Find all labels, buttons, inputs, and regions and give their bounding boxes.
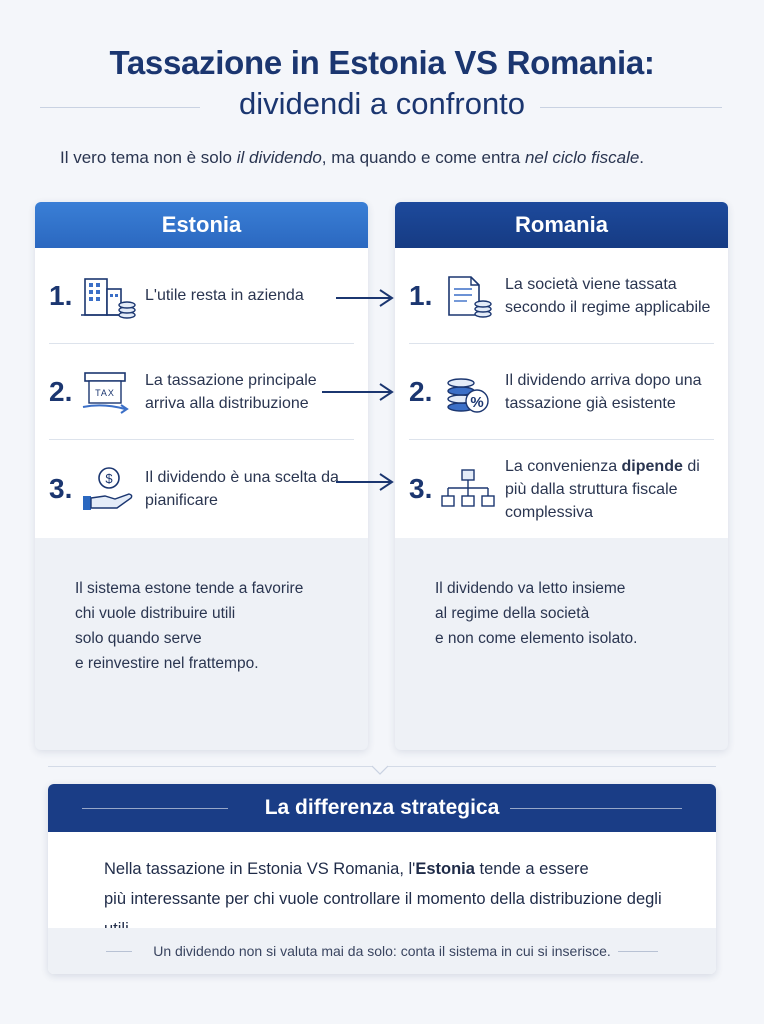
intro-part-1: Il vero tema non è solo [60,148,237,167]
title-line-1: Tassazione in Estonia VS Romania: [109,44,655,81]
step-text-b: dipende [621,457,683,475]
arrow-right-icon [322,380,396,404]
tax-arrow-icon [79,367,137,417]
arrow-right-icon [336,286,396,310]
step-number: 1. [49,279,73,311]
intro-part-3: , ma quando e come entra [321,148,525,167]
header-rule-left [82,808,228,809]
document-coins-icon [439,271,497,321]
note-line: Il dividendo va letto insieme [435,580,626,597]
intro-part-5: . [639,148,645,167]
svg-text:$: $ [105,471,113,486]
header-rule-right [510,808,682,809]
building-coins-icon [79,271,137,321]
svg-text:TAX: TAX [95,387,115,398]
title-rule-right [540,107,722,108]
strategy-footer [48,928,716,974]
strategy-footer-text: Un dividendo non si valuta mai da solo: conta il sistema in cui si inserisce. [153,943,611,959]
step-text: Il dividendo è una scelta da pianificare [145,469,339,509]
estonia-steps [35,248,368,538]
strategy-body [48,832,716,928]
footer-rule-left [106,951,132,952]
romania-column [395,202,728,750]
strategy-text-b: Estonia [415,860,475,878]
estonia-step-1 [49,248,354,344]
org-chart-icon [439,464,497,514]
strategy-text-a: Nella tassazione in Estonia VS Romania, l' [104,860,416,878]
intro-text [60,148,720,168]
note-line: e non come elemento isolato. [435,630,638,647]
svg-text:%: % [470,393,484,411]
intro-part-2: il dividendo [236,148,322,167]
step-text: La tassazione principale arriva alla distribuzione [145,371,317,412]
romania-step-1 [409,248,714,344]
estonia-step-2 [49,344,354,440]
romania-steps [395,248,728,538]
step-text-c: di più dalla struttura fiscale complessiva [505,457,700,521]
note-line: solo quando serve [75,630,202,647]
strategy-line-2: più interessante per chi vuole controllare il momento della distribuzione degli [104,890,662,908]
step-text: La società viene tassata secondo il regime applicabile [505,275,711,316]
step-number: 3. [49,473,73,504]
step-number: 2. [409,375,433,407]
note-line: Il sistema estone tende a favorire [75,580,304,597]
step-text [505,455,714,524]
estonia-step-3 [49,440,354,538]
note-line: chi vuole distribuire utili [75,605,236,622]
divider-line-right [388,766,716,767]
strategy-text-c: tende a essere [474,860,589,878]
step-text-a: La convenienza [505,457,622,475]
note-line: e reinvestire nel frattempo. [75,655,259,672]
romania-step-3 [409,440,714,538]
footer-rule-right [618,951,658,952]
coins-percent-icon [439,367,497,417]
step-number: 2. [49,375,73,407]
divider-line-left [48,766,372,767]
strategy-box [48,784,716,974]
strategy-header [48,784,716,832]
estonia-column [35,202,368,750]
hand-dollar-icon [79,464,137,514]
estonia-note [35,538,368,676]
step-text: L'utile resta in azienda [145,287,304,304]
intro-part-4: nel ciclo fiscale [524,148,640,167]
note-line: al regime della società [435,605,590,622]
estonia-header: Estonia [35,202,368,248]
divider-notch-icon [372,764,388,780]
romania-step-2 [409,344,714,440]
title-line-2: dividendi a confronto [238,86,526,121]
step-number: 3. [409,473,433,504]
step-number: 1. [409,279,433,311]
arrow-right-icon [336,470,396,494]
step-text: Il dividendo arriva dopo una tassazione già esistente [505,371,702,412]
romania-header: Romania [395,202,728,248]
romania-note [395,538,728,651]
strategy-title: La differenza strategica [264,796,500,819]
strategy-line-1 [104,854,686,884]
